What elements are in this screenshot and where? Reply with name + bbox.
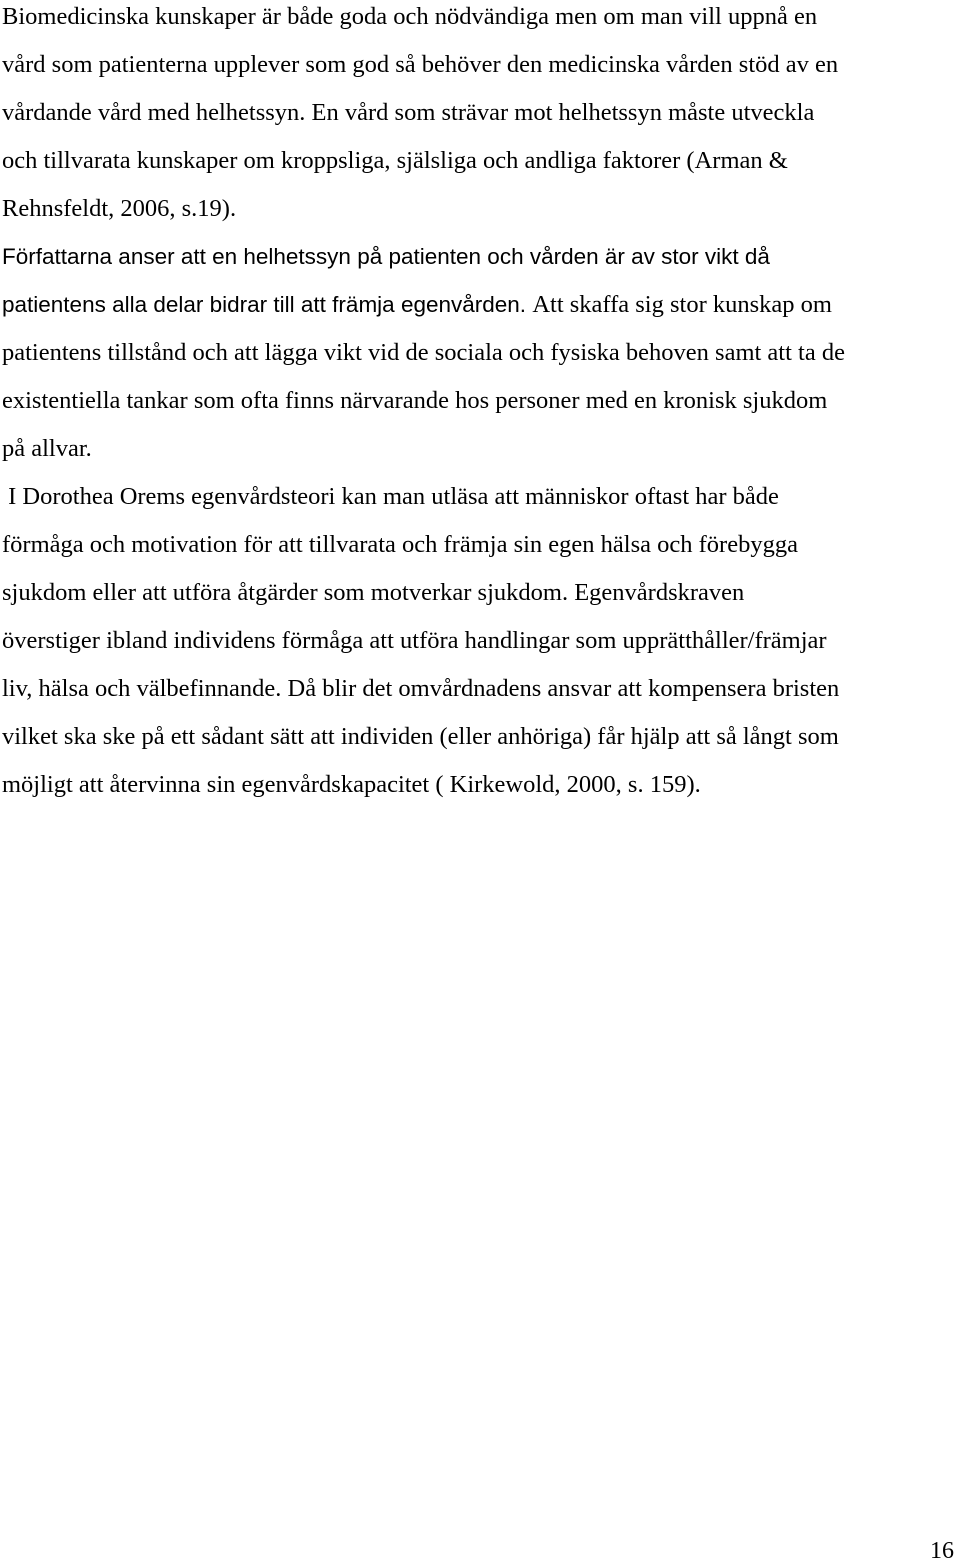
text-line: patientens tillstånd och att lägga vikt vid de sociala och fysiska behoven samt att ta de [2,339,845,366]
text-line: och tillvarata kunskaper om kroppsliga, själsliga och andliga faktorer (Arman & [2,147,788,174]
text-line: Rehnsfeldt, 2006, s.19). [2,195,237,222]
text-line: Biomedicinska kunskaper är både goda och nödvändiga men om man vill uppnå en [2,3,818,30]
text-line: på allvar. [2,435,92,462]
page-number: 16 [930,1538,954,1564]
text-line: vårdande vård med helhetssyn. En vård som strävar mot helhetssyn måste utveckla [2,99,815,126]
text-line: existentiella tankar som ofta finns närvarande hos personer med en kronisk sjukdom [2,387,828,414]
text-line: sjukdom eller att utföra åtgärder som motverkar sjukdom. Egenvårdskraven [2,579,745,606]
text-segment-sans: patientens alla delar bidrar till att främja egenvården. [2,292,533,317]
text-line: I Dorothea Orems egenvårdsteori kan man utläsa att människor oftast har både [2,483,779,510]
text-line: överstiger ibland individens förmåga att utföra handlingar som upprätthåller/främjar [2,627,827,654]
text-segment-serif: Att skaffa sig stor kunskap om [532,291,832,318]
text-line: liv, hälsa och välbefinnande. Då blir det omvårdnadens ansvar att kompensera bristen [2,675,840,702]
text-line: förmåga och motivation för att tillvarata och främja sin egen hälsa och förebygga [2,531,798,558]
body-text [2,0,954,818]
text-line: vård som patienterna upplever som god så behöver den medicinska vården stöd av en [2,51,839,78]
text-line: Författarna anser att en helhetssyn på patienten och vården är av stor vikt då [2,244,770,269]
text-line-mixed [2,290,954,338]
text-line: möjligt att återvinna sin egenvårdskapacitet ( Kirkewold, 2000, s. 159). [2,771,701,798]
text-line: vilket ska ske på ett sådant sätt att individen (eller anhöriga) får hjälp att så långt som [2,723,839,750]
